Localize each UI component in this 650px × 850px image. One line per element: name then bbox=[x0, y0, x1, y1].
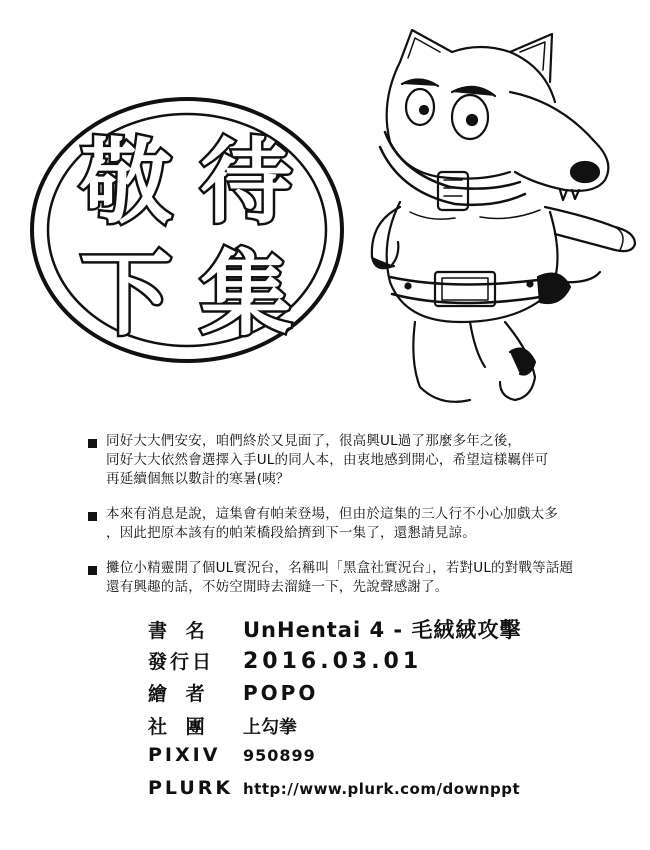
plurk-link[interactable]: http://www.plurk.com/downppt bbox=[243, 779, 521, 798]
square-bullet-icon bbox=[88, 512, 97, 521]
colophon-row-title bbox=[148, 614, 628, 647]
title-label: 書 名 bbox=[148, 620, 211, 642]
colophon-row-author bbox=[148, 679, 628, 712]
stamp-char-2: 待 bbox=[199, 129, 292, 236]
square-bullet-icon bbox=[88, 439, 97, 448]
stamp-char-1: 敬 bbox=[79, 129, 172, 236]
stamp-char-3: 下 bbox=[79, 241, 172, 348]
square-bullet-icon bbox=[88, 566, 97, 575]
stamp-char-4: 集 bbox=[199, 241, 292, 348]
to-be-continued-stamp bbox=[28, 95, 346, 365]
note-text: 同好大大們安安，咱們終於又見面了，很高興UL過了那麼多年之後， 同好大大依然會選擇入手UL的同人本，由衷地感到開心，希望這樣羈伴可 再延續個無以數計的寒暑(咦？ bbox=[106, 433, 549, 487]
dog-character-illustration bbox=[360, 22, 650, 422]
colophon-row-pixiv bbox=[148, 744, 628, 777]
afterword-notes bbox=[88, 432, 608, 613]
note-text: 本來有消息是說，這集會有帕茉登場，但由於這集的三人行不小心加戲太多 ，因此把原本該有的帕茉橋段給擠到下一集了，還懇請見諒。 bbox=[106, 506, 559, 541]
note-text: 攤位小精靈開了個UL實況台，名稱叫「黑盒社實況台」，若對UL的對戰等話題 還有興趣的話，不妨空閒時去溜縫一下，先說聲感謝了。 bbox=[106, 560, 574, 595]
pixiv-value: 950899 bbox=[243, 746, 316, 765]
date-label: 發行日 bbox=[148, 650, 215, 673]
date-value: 2016.03.01 bbox=[243, 648, 423, 674]
colophon-row-date bbox=[148, 647, 628, 680]
pixiv-label: PIXIV bbox=[148, 744, 221, 766]
circle-value: 上勾拳 bbox=[243, 716, 297, 738]
note-item bbox=[88, 505, 608, 543]
colophon-row-plurk bbox=[148, 777, 628, 810]
colophon bbox=[148, 614, 628, 809]
colophon-row-circle bbox=[148, 712, 628, 745]
author-label: 繪 者 bbox=[148, 683, 211, 705]
note-item bbox=[88, 559, 608, 597]
title-value: UnHentai 4 - 毛絨絨攻擊 bbox=[243, 618, 522, 642]
author-value: POPO bbox=[243, 681, 319, 705]
circle-label: 社 團 bbox=[148, 715, 211, 738]
plurk-label: PLURK bbox=[148, 776, 234, 799]
note-item bbox=[88, 432, 608, 489]
